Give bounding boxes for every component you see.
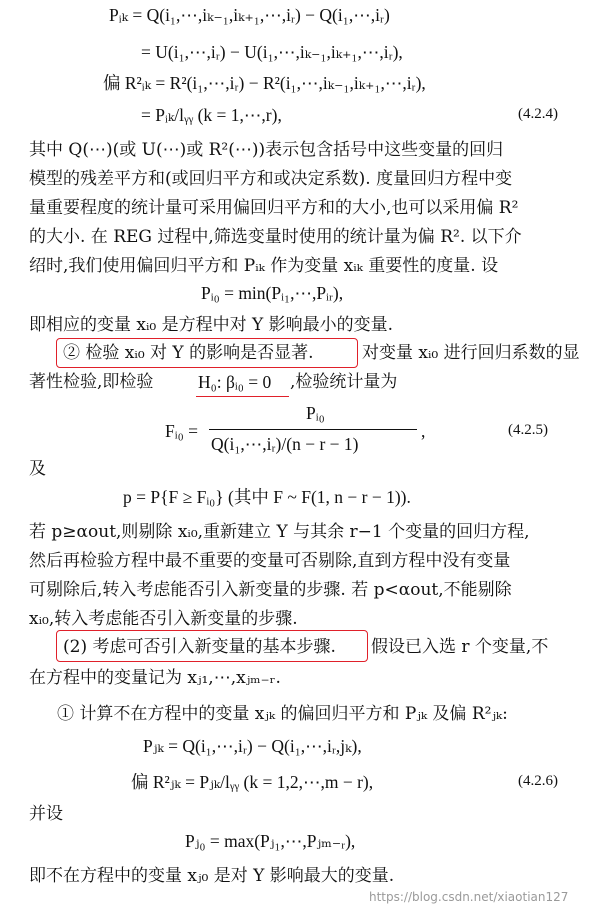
equation-p-value: p = P{F ≥ Fᵢ₀} (其中 F ~ F(1, n − r − 1)). bbox=[123, 487, 411, 507]
equation-4-2-4-line-3: 偏 R²ᵢₖ = R²(i₁,⋯,iᵣ) − R²(i₁,⋯,iₖ₋₁,iₖ₊₁,⋯,iᵣ), bbox=[103, 73, 426, 93]
equation-min: Pᵢ₀ = min(Pᵢ₁,⋯,Pᵢᵣ), bbox=[201, 283, 344, 303]
section-2-text: 假设已入选 r 个变量,不 bbox=[371, 637, 549, 657]
equation-number-4-2-4: (4.2.4) bbox=[518, 106, 558, 122]
null-hypothesis: H₀: βᵢ₀ = 0 bbox=[198, 372, 272, 392]
fraction-bar bbox=[209, 429, 417, 430]
word-bingshe: 并设 bbox=[29, 804, 63, 824]
paragraph-line: 即相应的变量 xᵢ₀ 是方程中对 Y 影响最小的变量. bbox=[29, 315, 394, 335]
paragraph-line: 绍时,我们使用偏回归平方和 Pᵢₖ 作为变量 xᵢₖ 重要性的度量. 设 bbox=[29, 256, 499, 276]
paragraph-line: 其中 Q(⋯)(或 U(⋯)或 R²(⋯))表示包含括号中这些变量的回归 bbox=[29, 140, 504, 160]
equation-4-2-4-line-2: = U(i₁,⋯,iᵣ) − U(i₁,⋯,iₖ₋₁,iₖ₊₁,⋯,iᵣ), bbox=[141, 42, 403, 62]
section-2-heading: (2) 考虑可否引入新变量的基本步骤. bbox=[63, 637, 336, 657]
equation-4-2-6-line-2: 偏 R²ⱼₖ = Pⱼₖ/lᵧᵧ (k = 1,2,⋯,m − r), bbox=[131, 772, 374, 792]
equation-4-2-4-line-1: Pᵢₖ = Q(i₁,⋯,iₖ₋₁,iₖ₊₁,⋯,iᵣ) − Q(i₁,⋯,iᵣ) bbox=[109, 5, 390, 25]
step-1-heading: ① 计算不在方程中的变量 xⱼₖ 的偏回归平方和 Pⱼₖ 及偏 R²ⱼₖ: bbox=[57, 704, 508, 724]
equation-4-2-5-lhs: Fᵢ₀ = bbox=[165, 421, 198, 441]
equation-4-2-6-line-1: Pⱼₖ = Q(i₁,⋯,iᵣ) − Q(i₁,⋯,iᵣ,jₖ), bbox=[143, 736, 362, 756]
step-2-text-line-2b: ,检验统计量为 bbox=[290, 372, 398, 392]
word-ji: 及 bbox=[29, 459, 46, 479]
equation-4-2-5-denominator: Q(i₁,⋯,iᵣ)/(n − r − 1) bbox=[211, 434, 359, 454]
paragraph-line: 然后再检验方程中最不重要的变量可否剔除,直到方程中没有变量 bbox=[29, 551, 511, 571]
equation-max: Pⱼ₀ = max(Pⱼ₁,⋯,Pⱼₘ₋ᵣ), bbox=[185, 831, 356, 851]
equation-number-4-2-5: (4.2.5) bbox=[508, 422, 548, 438]
step-2-text-line-2a: 著性检验,即检验 bbox=[29, 372, 154, 392]
section-2-text-line-2: 在方程中的变量记为 xⱼ₁,⋯,xⱼₘ₋ᵣ. bbox=[29, 668, 281, 688]
step-2-text: 对变量 xᵢ₀ 进行回归系数的显 bbox=[362, 343, 580, 363]
paragraph-line: 即不在方程中的变量 xⱼ₀ 是对 Y 影响最大的变量. bbox=[29, 866, 395, 886]
equation-4-2-5-comma: , bbox=[421, 421, 426, 441]
watermark-url[interactable]: https://blog.csdn.net/xiaotian127 bbox=[369, 890, 569, 904]
paragraph-line: 模型的残差平方和(或回归平方和或决定系数). 度量回归方程中变 bbox=[29, 169, 513, 189]
paragraph-line: 量重要程度的统计量可采用偏回归平方和的大小,也可以采用偏 R² bbox=[29, 198, 519, 218]
equation-4-2-5-numerator: Pᵢ₀ bbox=[306, 403, 325, 423]
paragraph-line: 若 p≥αout,则剔除 xᵢ₀,重新建立 Y 与其余 r−1 个变量的回归方程, bbox=[29, 522, 530, 542]
paragraph-line: 的大小. 在 REG 过程中,筛选变量时使用的统计量为偏 R². 以下介 bbox=[29, 227, 522, 247]
hypothesis-underline bbox=[196, 396, 289, 397]
paragraph-line: xᵢ₀,转入考虑能否引入新变量的步骤. bbox=[29, 609, 298, 629]
paragraph-line: 可剔除后,转入考虑能否引入新变量的步骤. 若 p<αout,不能剔除 bbox=[29, 580, 512, 600]
step-2-heading: ② 检验 xᵢ₀ 对 Y 的影响是否显著. bbox=[63, 343, 314, 363]
equation-4-2-4-line-4: = Pᵢₖ/lᵧᵧ (k = 1,⋯,r), bbox=[141, 105, 282, 125]
equation-number-4-2-6: (4.2.6) bbox=[518, 773, 558, 789]
